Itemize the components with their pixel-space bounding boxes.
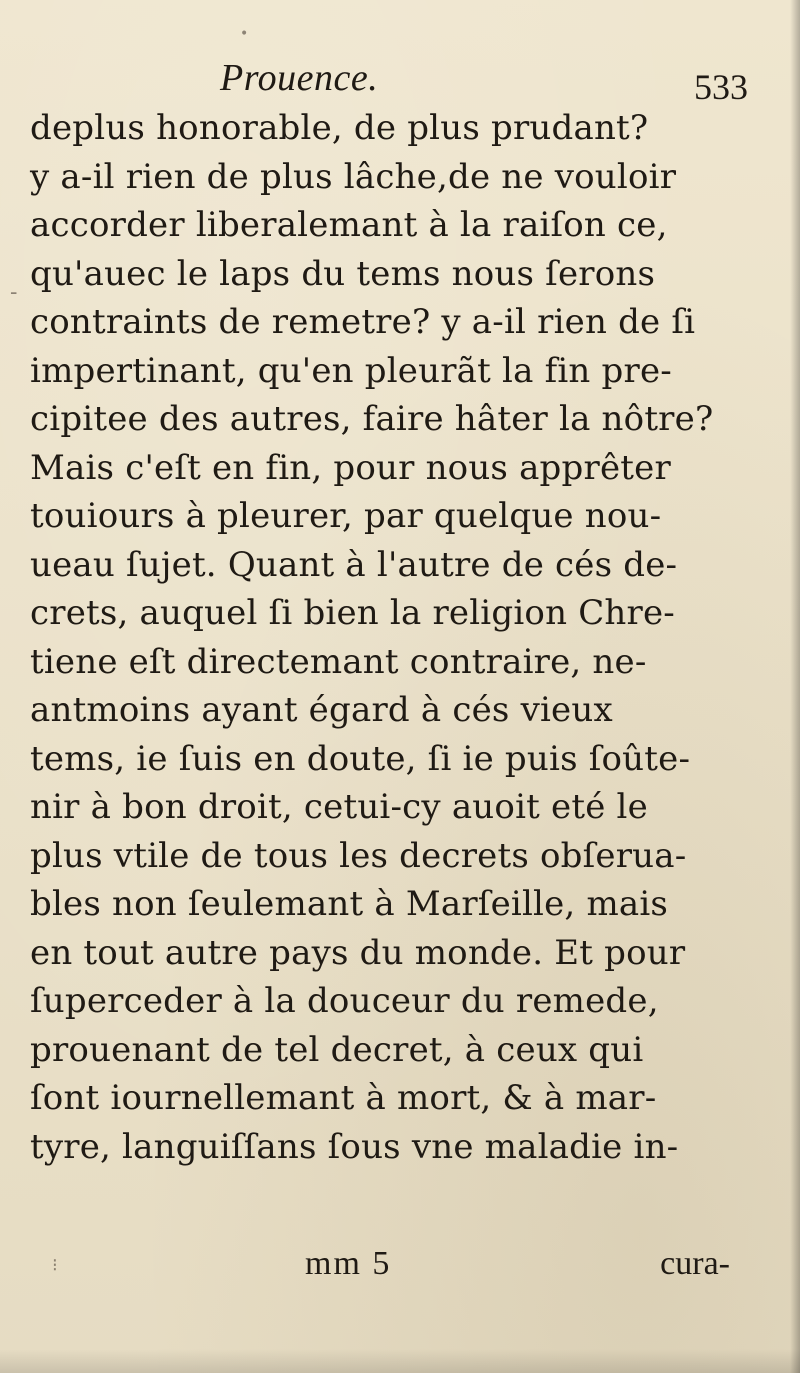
- text-line: y a-il rien de plus lâche,de ne vouloir: [30, 156, 677, 197]
- text-line: bles non ſeulemant à Marſeille, mais: [30, 884, 669, 924]
- text-line: contraints de remetre? y a-il rien de ſi: [30, 302, 696, 342]
- text-line: ueau ſujet. Quant à l'autre de cés de-: [30, 544, 678, 585]
- page-footer: [30, 1245, 766, 1297]
- text-line: antmoins ayant égard à cés vieux: [30, 690, 613, 730]
- text-line: accorder liberalemant à la raiſon ce,: [30, 205, 668, 245]
- text-line: plus vtile de tous les decrets obſerua-: [30, 835, 687, 876]
- text-line: qu'auec le laps du tems nous ſerons: [30, 253, 656, 294]
- page-header: [30, 56, 766, 106]
- page-number: 533: [694, 67, 748, 107]
- text-line: touiours à pleurer, par quelque nou-: [30, 496, 662, 536]
- ink-speck: ⁝: [52, 1255, 58, 1276]
- ink-speck: •: [240, 26, 249, 42]
- text-line: tems, ie ſuis en doute, ſi ie puis ſoûte-: [30, 738, 691, 779]
- text-line: tiene eſt directemant contraire, ne-: [30, 641, 647, 682]
- text-line: tyre, languiſſans ſous vne maladie in-: [30, 1126, 679, 1167]
- signature-mark: mm 5: [305, 1245, 392, 1282]
- text-line: ſont iournellemant à mort, & à mar-: [30, 1078, 657, 1118]
- text-line: Mais c'eſt en fin, pour nous apprêter: [30, 447, 671, 488]
- text-line: ſuperceder à la douceur du remede,: [30, 981, 659, 1021]
- catchword: cura-: [660, 1245, 730, 1282]
- text-line: crets, auquel ſi bien la religion Chre-: [30, 593, 675, 633]
- text-line: impertinant, qu'en pleurãt la fin pre-: [30, 350, 672, 391]
- text-line: prouenant de tel decret, à ceux qui: [30, 1029, 644, 1070]
- body-text: [30, 104, 762, 1171]
- text-line: deplus honorable, de plus prudant?: [30, 108, 649, 148]
- text-line: en tout autre pays du monde. Et pour: [30, 932, 686, 973]
- ink-speck: -: [10, 280, 18, 305]
- running-head: Prouence.: [220, 57, 379, 99]
- text-line: cipitee des autres, faire hâter la nôtre?: [30, 399, 714, 439]
- text-line: nir à bon droit, cetui-cy auoit eté le: [30, 787, 648, 827]
